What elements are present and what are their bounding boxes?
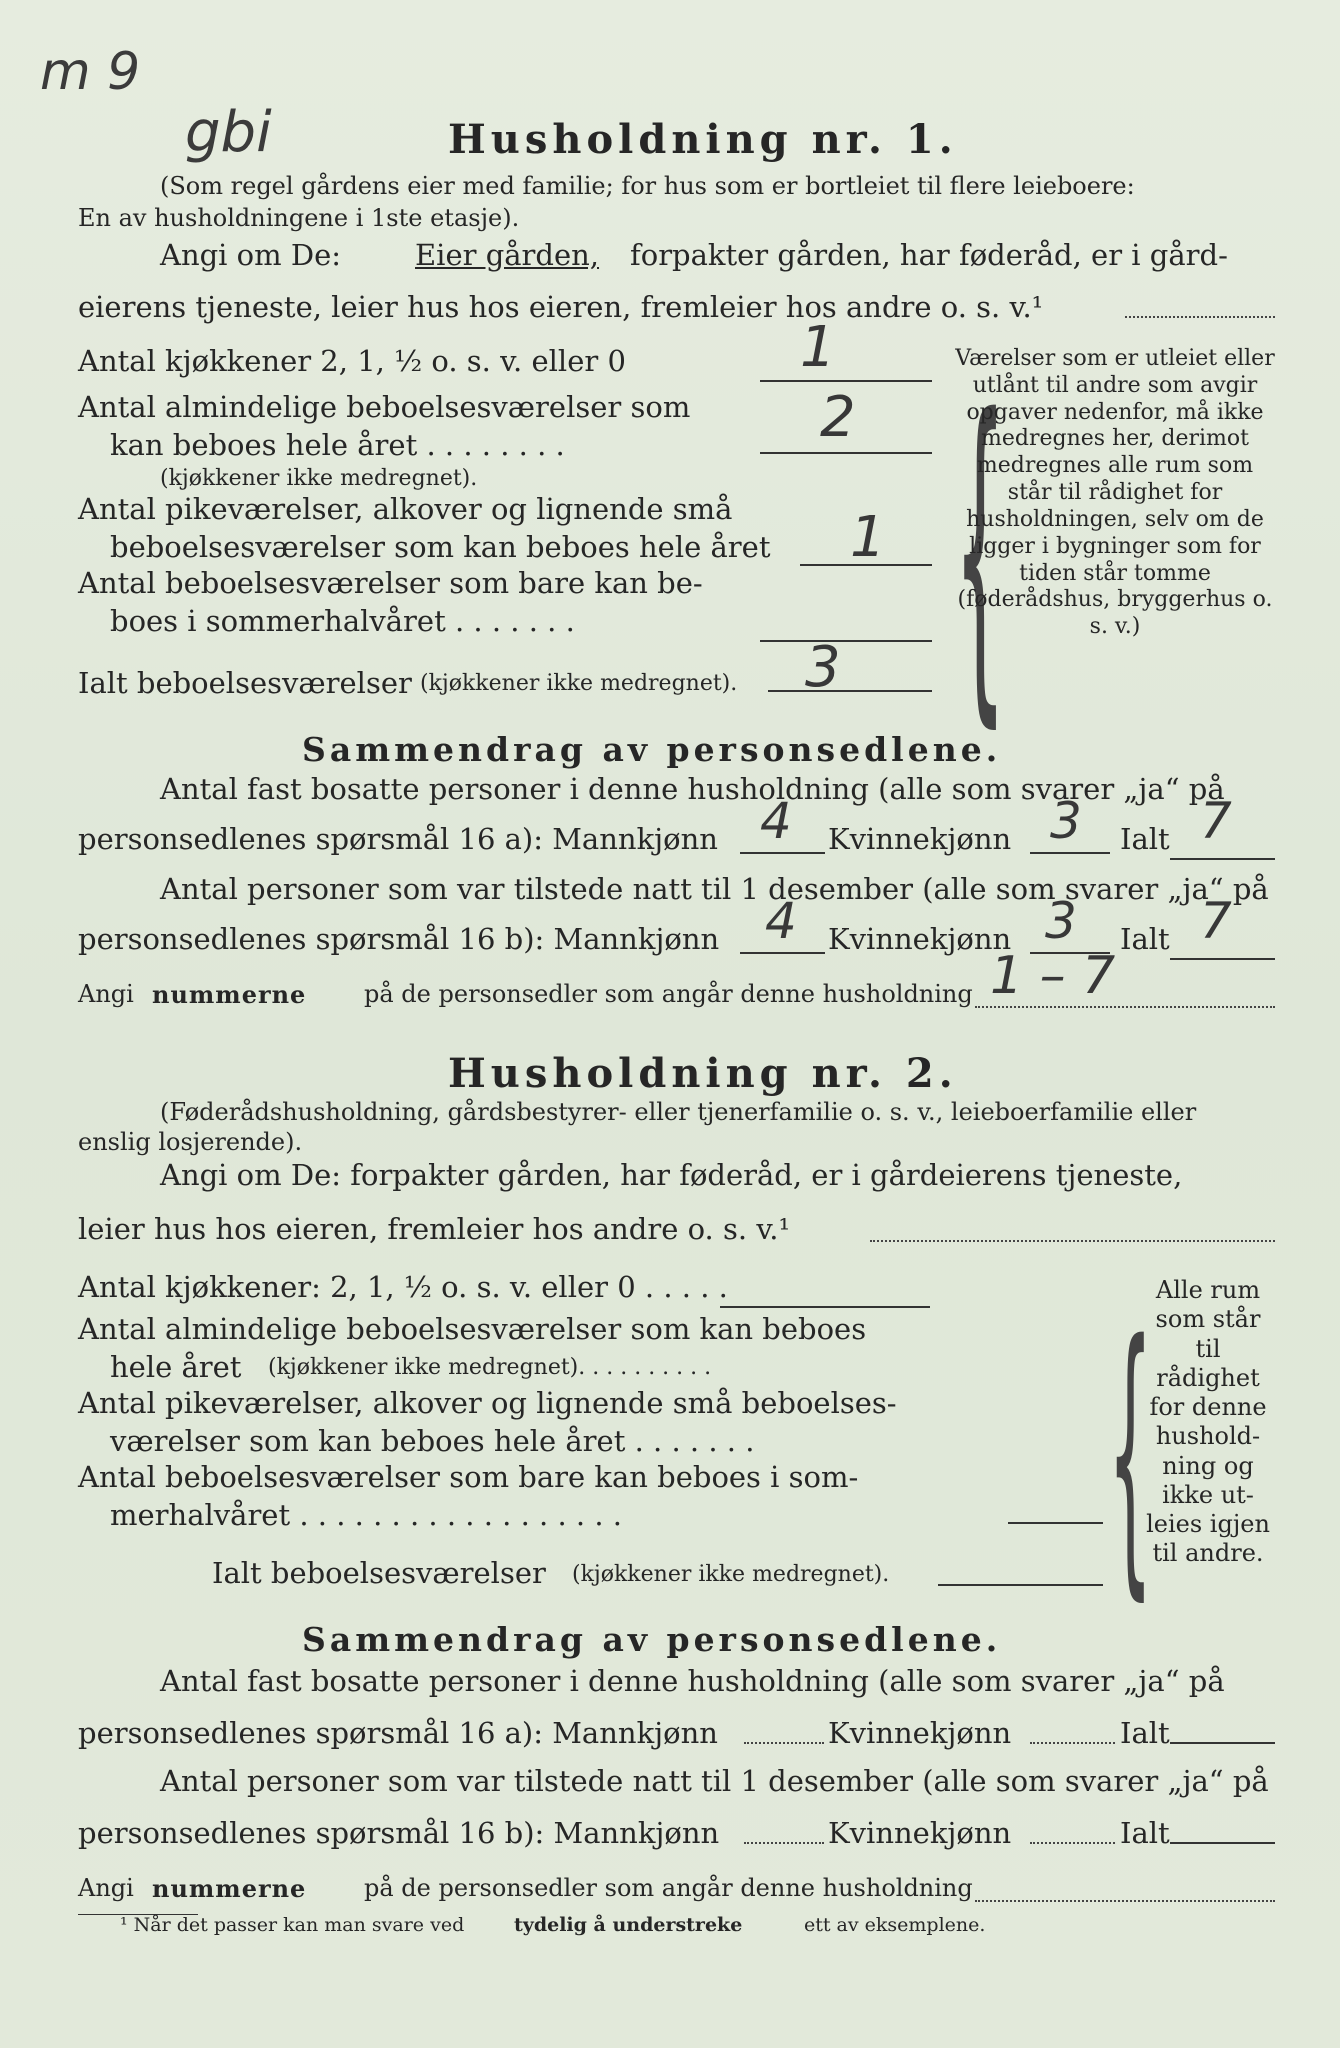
footnote-text-c: ett av eksemplene.: [804, 1914, 986, 1936]
household-2-total-rooms-line: [938, 1584, 1103, 1586]
household-2-numbers-label-c: på de personsedler som angår denne husholdning: [364, 1874, 973, 1902]
household-1-note-line1: (Som regel gårdens eier med familie; for hus som er bortleiet til flere leieboere:: [160, 172, 1135, 200]
household-1-total-rooms-label: Ialt beboelsesværelser: [78, 666, 412, 700]
household-1-numbers-line: [975, 1006, 1275, 1008]
household-2-present-male-line: [744, 1842, 824, 1844]
household-1-present-male-line: [740, 952, 825, 954]
household-2-summary-title: Sammendrag av personsedlene.: [302, 1620, 1002, 1659]
household-1-ordinary-rooms-label-2: kan beboes hele året . . . . . . . .: [110, 428, 565, 462]
household-2-options-line2: leier hus hos eieren, fremleier hos andre o. s. v.¹: [78, 1212, 791, 1246]
margin-note-gbi: gbi: [185, 100, 272, 165]
household-1-summary-present-label-2: personsedlenes spørsmål 16 b): Mannkjønn: [78, 922, 720, 956]
household-1-present-female-value: 3: [1045, 892, 1077, 950]
household-2-summer-rooms-label-2: merhalvåret . . . . . . . . . . . . . . . . . .: [110, 1498, 622, 1532]
household-2-ordinary-rooms-label-2: hele året: [110, 1350, 242, 1384]
household-1-note-line2: En av husholdningene i 1ste etasje).: [78, 204, 520, 232]
household-1-kitchens-value: 1: [800, 315, 836, 380]
household-2-title: Husholdning nr. 2.: [448, 1050, 958, 1097]
household-2-numbers-line: [975, 1900, 1275, 1902]
household-2-present-total-line: [1170, 1842, 1275, 1844]
household-2-small-rooms-label-2: værelser som kan beboes hele året . . . . . . .: [110, 1424, 755, 1458]
household-1-present-male-value: 4: [765, 892, 797, 950]
household-1-permanent-female-line: [1030, 852, 1110, 854]
margin-note-m9: m 9: [40, 42, 141, 102]
household-1-present-total-line: [1170, 958, 1275, 960]
household-1-small-rooms-label-1: Antal pikeværelser, alkover og lignende små: [78, 492, 733, 526]
household-2-permanent-female-label: Kvinnekjønn: [828, 1716, 1012, 1750]
household-1-angi-label: Angi om De:: [160, 238, 342, 272]
household-1-permanent-female-label: Kvinnekjønn: [828, 822, 1012, 856]
household-2-present-total-label: Ialt: [1120, 1816, 1170, 1850]
household-1-present-female-label: Kvinnekjønn: [828, 922, 1012, 956]
household-1-ordinary-rooms-label-1: Antal almindelige beboelsesværelser som: [78, 390, 691, 424]
household-1-angi-dotted-line: [1125, 316, 1275, 318]
household-2-present-female-label: Kvinnekjønn: [828, 1816, 1012, 1850]
household-2-note-line1: (Føderådshusholdning, gårdsbestyrer- eller tjenerfamilie o. s. v., leieboerfamilie eller: [160, 1098, 1197, 1126]
footnote-text-bold: tydelig å understreke: [514, 1914, 743, 1936]
household-1-options-line1: forpakter gården, har føderåd, er i gård-: [630, 238, 1228, 272]
household-1-kitchens-label: Antal kjøkkener 2, 1, ½ o. s. v. eller 0: [78, 344, 626, 378]
household-2-summer-rooms-line: [1008, 1522, 1103, 1524]
household-2-permanent-female-line: [1030, 1742, 1115, 1744]
household-2-permanent-total-line: [1170, 1742, 1275, 1744]
household-2-summer-rooms-label-1: Antal beboelsesværelser som bare kan beboes i som-: [78, 1460, 859, 1494]
household-1-small-rooms-label-2: beboelsesværelser som kan beboes hele året: [110, 530, 771, 564]
household-1-small-rooms-value: 1: [850, 505, 886, 570]
household-1-ordinary-rooms-note: (kjøkkener ikke medregnet).: [160, 466, 478, 491]
household-1-total-rooms-note: (kjøkkener ikke medregnet).: [420, 671, 738, 696]
household-2-summary-permanent-label-1: Antal fast bosatte personer i denne husholdning (alle som svarer „ja“ på: [160, 1664, 1225, 1698]
household-1-summary-permanent-label-2: personsedlenes spørsmål 16 a): Mannkjønn: [78, 822, 718, 856]
household-1-permanent-total-label: Ialt: [1120, 822, 1170, 856]
household-1-title: Husholdning nr. 1.: [448, 116, 958, 163]
household-2-summary-permanent-label-2: personsedlenes spørsmål 16 a): Mannkjønn: [78, 1716, 718, 1750]
household-1-present-total-label: Ialt: [1120, 922, 1170, 956]
household-1-numbers-label-a: Angi: [78, 980, 134, 1008]
household-1-summary-permanent-label-1: Antal fast bosatte personer i denne husholdning (alle som svarer „ja“ på: [160, 772, 1225, 806]
household-2-numbers-label-bold: nummerne: [152, 1874, 307, 1903]
household-1-total-rooms-line: [768, 690, 932, 692]
household-1-side-note: Værelser som er utleiet eller utlånt til andre som avgir opgaver nedenfor, må ikke medregnes her, derimot medregnes alle rum som står til rådighet for husholdningen, selv om de ligger i bygninger som for tiden står tomme (føderådshus, bryggerhus o. s. v.): [955, 346, 1275, 640]
household-1-permanent-male-value: 4: [760, 792, 792, 850]
household-1-total-rooms-value: 3: [805, 635, 841, 700]
footnote-text-a: ¹ Når det passer kan man svare ved: [120, 1914, 465, 1936]
household-1-options-line2: eierens tjeneste, leier hus hos eieren, fremleier hos andre o. s. v.¹: [78, 290, 1044, 324]
household-1-summer-rooms-line: [760, 640, 932, 642]
household-2-permanent-male-line: [744, 1742, 824, 1744]
household-1-numbers-label-c: på de personsedler som angår denne husholdning: [364, 980, 973, 1008]
household-2-summary-present-label-2: personsedlenes spørsmål 16 b): Mannkjønn: [78, 1816, 720, 1850]
household-2-permanent-total-label: Ialt: [1120, 1716, 1170, 1750]
household-1-permanent-female-value: 3: [1050, 792, 1082, 850]
household-1-summer-rooms-label-2: boes i sommerhalvåret . . . . . . .: [110, 604, 575, 638]
household-2-note-line2: enslig losjerende).: [78, 1128, 303, 1156]
household-2-angi-dotted-line: [870, 1240, 1275, 1242]
household-2-total-rooms-note: (kjøkkener ikke medregnet).: [572, 1562, 890, 1587]
household-2-ordinary-rooms-label-1: Antal almindelige beboelsesværelser som kan beboes: [78, 1312, 867, 1346]
household-2-kitchens-label: Antal kjøkkener: 2, 1, ½ o. s. v. eller 0 . . . . .: [78, 1270, 728, 1304]
household-1-ordinary-rooms-line: [760, 452, 932, 454]
household-1-summary-title: Sammendrag av personsedlene.: [302, 730, 1002, 769]
household-1-permanent-total-value: 7: [1200, 792, 1232, 850]
household-2-numbers-label-a: Angi: [78, 1874, 134, 1902]
household-1-permanent-male-line: [740, 852, 825, 854]
household-1-ordinary-rooms-value: 2: [820, 385, 856, 450]
household-2-brace-icon: {: [1108, 1282, 1153, 1627]
household-2-total-rooms-label: Ialt beboelsesværelser: [212, 1556, 546, 1590]
household-2-ordinary-rooms-note: (kjøkkener ikke medregnet). . . . . . . . . .: [268, 1355, 712, 1380]
household-1-numbers-value: 1 – 7: [990, 946, 1116, 1006]
household-2-side-note: Alle rum som står til rådighet for denne hushold-ning og ikke ut-leies igjen til andre.: [1146, 1276, 1270, 1568]
household-2-kitchens-line: [720, 1306, 930, 1308]
household-1-brace-icon: {: [954, 350, 1007, 759]
household-1-kitchens-line: [760, 380, 932, 382]
household-1-option-owner-underlined: Eier gården,: [415, 238, 600, 272]
household-1-summary-present-label-1: Antal personer som var tilstede natt til 1 desember (alle som svarer „ja“ på: [160, 872, 1269, 906]
household-2-options-line1: Angi om De: forpakter gården, har føderåd, er i gårdeierens tjeneste,: [160, 1158, 1183, 1192]
household-2-small-rooms-label-1: Antal pikeværelser, alkover og lignende små beboelses-: [78, 1386, 897, 1420]
household-1-present-total-value: 7: [1200, 892, 1232, 950]
household-2-present-female-line: [1030, 1842, 1115, 1844]
household-2-summary-present-label-1: Antal personer som var tilstede natt til 1 desember (alle som svarer „ja“ på: [160, 1764, 1269, 1798]
household-1-summer-rooms-label-1: Antal beboelsesværelser som bare kan be-: [78, 566, 703, 600]
household-1-numbers-label-bold: nummerne: [152, 980, 307, 1009]
household-1-permanent-total-line: [1170, 858, 1275, 860]
